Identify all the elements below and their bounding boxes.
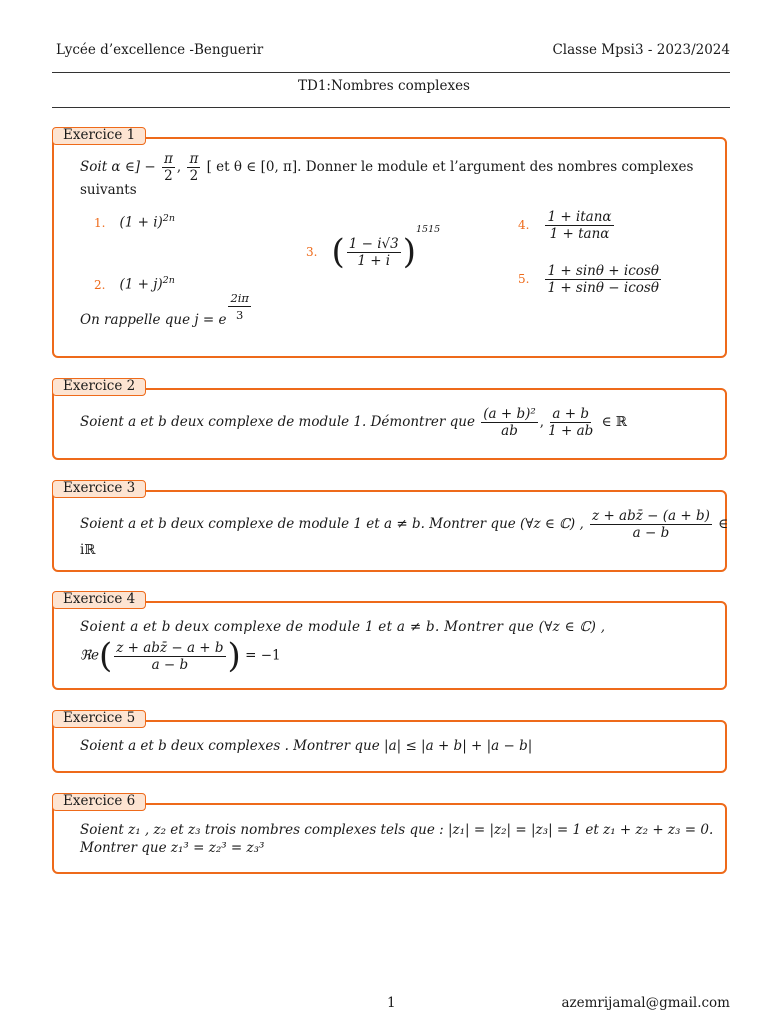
exercise-1-item-4: 4. $\frac{1 + itan\alpha}{1 + \tan\alpha}$ <box>518 209 612 242</box>
exercise-1-item-2: 2. $(1 + j)^{2n}$ <box>94 275 175 293</box>
exercise-5-box <box>52 720 727 773</box>
minus-pi-over-2: $\frac{\pi}{2}$ <box>163 151 173 184</box>
exercise-4-line1: Soient a et b deux complexe de module 1 et a ≠ b. Montrer que (∀z ∈ ℂ) , <box>80 619 606 635</box>
page-number: 1 <box>387 995 396 1011</box>
exercise-1-intro-line2: suivants <box>80 182 137 198</box>
pi-over-2: $\frac{\pi}{2}$ <box>189 151 199 184</box>
exercise-1-intro: Soit α ∈] − $\frac{\pi}{2}$ , $\frac{\pi}{2}$ [ et θ ∈ [0, π]. Donner le module et l’argument des nombres complexes <box>80 151 694 184</box>
exercise-4-box <box>52 601 727 690</box>
exercise-5-statement: Soient a et b deux complexes . Montrer que |a| ≤ |a + b| + |a − b| <box>80 738 533 754</box>
exercise-1-item-3: 3. ( $\frac{1 - i√3}{1 + i}$ )$^{1515}$ <box>306 223 441 272</box>
exercise-3-box <box>52 490 727 572</box>
exercise-3-statement: Soient a et b deux complexe de module 1 et a ≠ b. Montrer que (∀z ∈ ℂ) , $\frac{\text{z + abz̄ − (a + b)}}{a - b}$ ∈ <box>80 508 729 541</box>
exercise-6-line2: Montrer que z₁³ = z₂³ = z₃³ <box>80 840 265 856</box>
exercise-2-label: Exercice 2 <box>52 378 146 396</box>
class-year: Classe Mpsi3 - 2023/2024 <box>552 42 730 58</box>
document-title: TD1:Nombres complexes <box>298 78 470 94</box>
exercise-2-box <box>52 388 727 460</box>
exercise-3-label: Exercice 3 <box>52 480 146 498</box>
exercise-3-line2: iℝ <box>80 542 96 558</box>
exercise-6-line1: Soient z₁ , z₂ et z₃ trois nombres complexes tels que : |z₁| = |z₂| = |z₃| = 1 et z₁ + z₂ + z₃ = 0. <box>80 822 714 838</box>
exercise-6-box <box>52 803 727 874</box>
exercise-1-box <box>52 137 727 358</box>
school-name: Lycée d’excellence -Benguerir <box>56 42 264 58</box>
exercise-2-statement: Soient a et b deux complexe de module 1. Démontrer que $\frac{\text{(a + b)²}}{ab}$ , $\frac{a + b}{1 + ab}$ ∈ ℝ <box>80 406 628 439</box>
exercise-5-label: Exercice 5 <box>52 710 146 728</box>
exercise-4-line2: ℜe( $\frac{\text{z + abz̄ − a + b}}{a - b}$ ) = −1 <box>80 636 281 676</box>
exercise-1-item-1: 1. $(1 + i)^{2n}$ <box>94 213 175 231</box>
header-rule-top <box>52 72 730 73</box>
header-rule-bottom <box>52 107 730 108</box>
exercise-1-recall: On rappelle que j = e $\frac{2i\pi}{3}$ <box>80 291 249 328</box>
exercise-4-label: Exercice 4 <box>52 591 146 609</box>
exercise-1-label: Exercice 1 <box>52 127 146 145</box>
author-email[interactable]: azemrijamal@gmail.com <box>561 995 730 1011</box>
exercise-6-label: Exercice 6 <box>52 793 146 811</box>
exercise-1-item-5: 5. $\frac{1 + \sin\theta + icos\theta}{1 + \sin\theta - icos\theta}$ <box>518 263 659 296</box>
